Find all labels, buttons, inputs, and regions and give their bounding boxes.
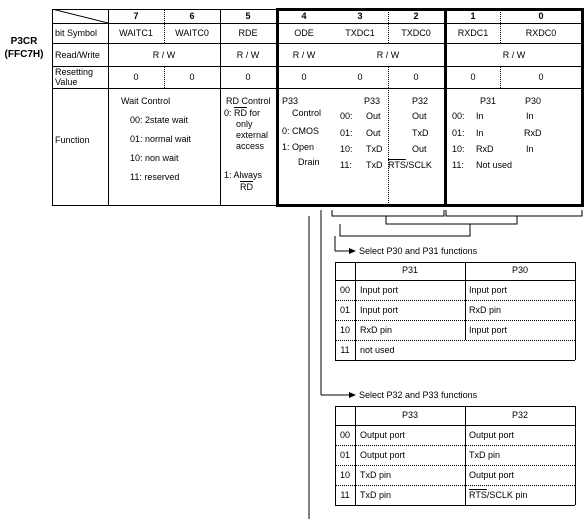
symbol-txdc0: TXDC0 [401, 28, 431, 38]
symbol-rxdc1: RXDC1 [457, 28, 489, 38]
rw-rxd: R / W [502, 50, 526, 60]
label-function: Function [55, 135, 90, 145]
label-reset-2: Value [55, 77, 78, 87]
rw-wait: R / W [152, 50, 176, 60]
table-p32-header-a: P33 [401, 410, 418, 420]
symbol-txdc1: TXDC1 [345, 28, 375, 38]
label-read-write: Read/Write [55, 50, 100, 60]
rw-rde: R / W [236, 50, 260, 60]
symbol-rde: RDE [238, 28, 258, 38]
bit-3: 3 [357, 11, 363, 21]
bit-6: 6 [189, 11, 195, 21]
symbol-rxdc0: RXDC0 [525, 28, 557, 38]
reset-4: 0 [301, 72, 307, 82]
table-p30-header-a: P31 [401, 265, 418, 275]
bit-4: 4 [301, 11, 307, 21]
rw-ode: R / W [292, 50, 316, 60]
reset-3: 0 [357, 72, 363, 82]
bit-7: 7 [133, 11, 139, 21]
reset-2: 0 [413, 72, 419, 82]
symbol-ode: ODE [294, 28, 314, 38]
label-reset-1: Resetting [55, 67, 94, 77]
reset-0: 0 [538, 72, 544, 82]
reset-6: 0 [189, 72, 195, 82]
symbol-waitc1: WAITC1 [119, 28, 153, 38]
caption-p32-p33: Select P32 and P33 functions [359, 390, 478, 400]
bit-5: 5 [245, 11, 251, 21]
rw-txd: R / W [376, 50, 400, 60]
table-p32-header-b: P32 [511, 410, 528, 420]
label-bit-symbol: bit Symbol [55, 28, 98, 38]
register-name: P3CR [10, 36, 38, 47]
bit-1: 1 [470, 11, 476, 21]
reset-1: 0 [470, 72, 476, 82]
register-address: (FFC7H) [4, 49, 44, 60]
reset-5: 0 [245, 72, 251, 82]
symbol-waitc0: WAITC0 [175, 28, 209, 38]
caption-p30-p31: Select P30 and P31 functions [359, 246, 478, 256]
bit-0: 0 [538, 11, 544, 21]
bit-2: 2 [413, 11, 419, 21]
table-p30-header-b: P30 [511, 265, 528, 275]
reset-7: 0 [133, 72, 139, 82]
